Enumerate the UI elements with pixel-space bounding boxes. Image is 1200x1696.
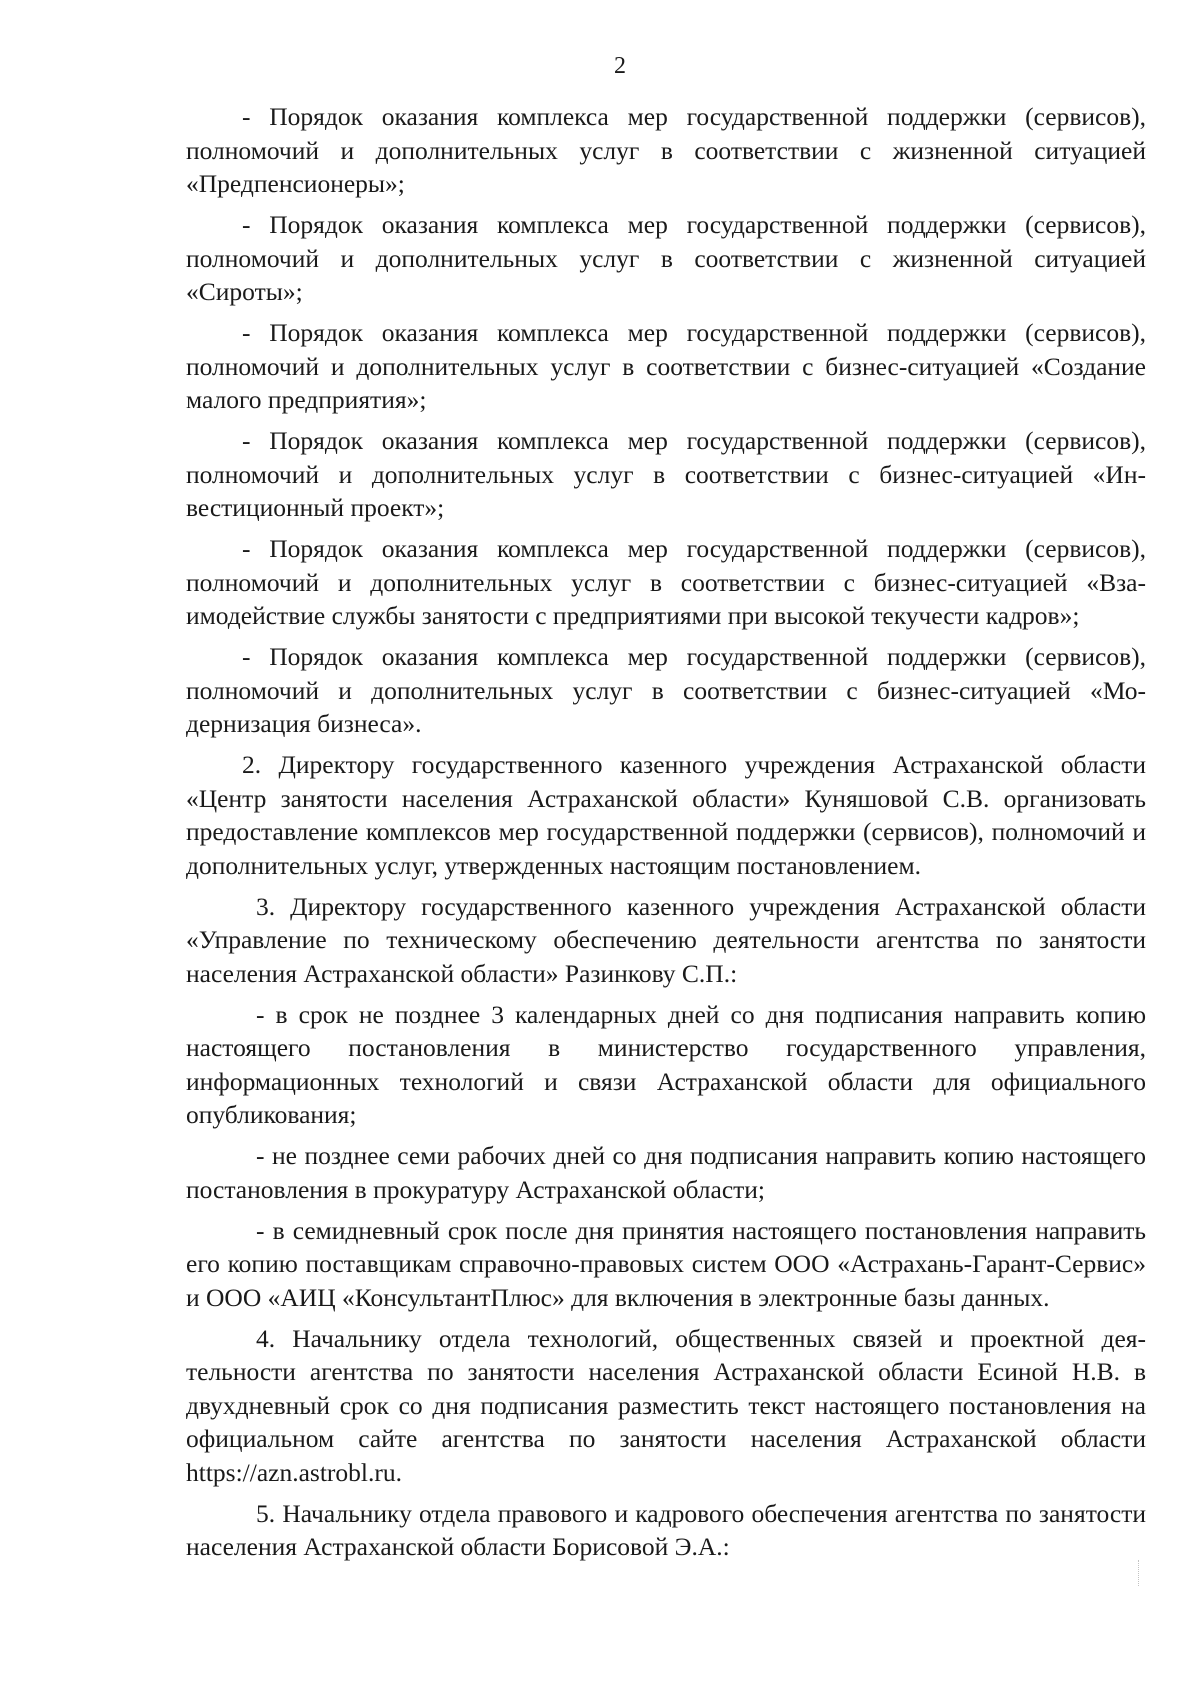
paragraph-item-3-sub-1: - в срок не позднее 3 календарных дней со дня подписания направить копию настоящего постановления в министерство государственного управления, информационных технологий и связи Астраханской области для официального опубликования;	[186, 999, 1146, 1129]
paragraph-item-5: 5. Начальнику отдела правового и кадрового обеспечения агентства по занятости населения Астраханской области Борисовой Э.А.:	[186, 1498, 1146, 1561]
paragraph-item-3-sub-3: - в семидневный срок после дня принятия настоящего постановления направить его копию поставщикам справочно-правовых систем ООО «Астрахань-Гарант-Сервис» и ООО «АИЦ «КонсультантПлюс» для включения в электронные базы данных.	[186, 1215, 1146, 1312]
document-body	[186, 100, 1146, 1571]
paragraph-order-pre-pensioners: - Порядок оказания комплекса мер государственной поддержки (сервисов), полномочий и дополнительных услуг в соответствии с жизненной ситуацией «Предпенсионеры»;	[186, 102, 1146, 198]
paragraph-order-business-modernization: - Порядок оказания комплекса мер государственной поддержки (сервисов), полномочий и дополнительных услуг в соответствии с бизнес-ситуацией «Модернизация бизнеса».	[186, 642, 1146, 738]
paragraph-item-3-sub-2: - не позднее семи рабочих дней со дня подписания направить копию настоящего постановления в прокуратуру Астраханской области;	[186, 1141, 1146, 1204]
paragraph-item-3: 3. Директору государственного казенного учреждения Астраханской области «Управление по техническому обеспечению деятельности агентства по занятости населения Астраханской области» Разинкову С.П.:	[186, 891, 1146, 988]
page-number: 2	[614, 53, 626, 79]
scan-artifact	[1138, 1560, 1147, 1586]
paragraph-item-2: 2. Директору государственного казенного учреждения Астраханской области «Центр занятости населения Астраханской области» Куняшовой С.В. организовать предоставление комплексов мер государственной поддержки (сервисов), полномочий и дополнительных услуг, утвержденных настоящим постановлением.	[186, 750, 1146, 880]
paragraph-order-employment-interaction: - Порядок оказания комплекса мер государственной поддержки (сервисов), полномочий и дополнительных услуг в соответствии с бизнес-ситуацией «Взаимодействие службы занятости с предприятиями при высокой текучести кадров»;	[186, 534, 1146, 630]
paragraph-item-4: 4. Начальнику отдела технологий, общественных связей и проектной деятельности агентства по занятости населения Астраханской области Есиной Н.В. в двухдневный срок со дня подписания разместить текст настоящего постановления на официальном сайте агентства по занятости населения Астраханской области https://azn.astrobl.ru.	[186, 1323, 1146, 1487]
paragraph-order-investment-project: - Порядок оказания комплекса мер государственной поддержки (сервисов), полномочий и дополнительных услуг в соответствии с бизнес-ситуацией «Инвестиционный проект»;	[186, 426, 1146, 522]
paragraph-order-orphans: - Порядок оказания комплекса мер государственной поддержки (сервисов), полномочий и дополнительных услуг в соответствии с жизненной ситуацией «Сироты»;	[186, 210, 1146, 306]
paragraph-order-small-business: - Порядок оказания комплекса мер государственной поддержки (сервисов), полномочий и дополнительных услуг в соответствии с бизнес-ситуацией «Создание малого предприятия»;	[186, 318, 1146, 414]
